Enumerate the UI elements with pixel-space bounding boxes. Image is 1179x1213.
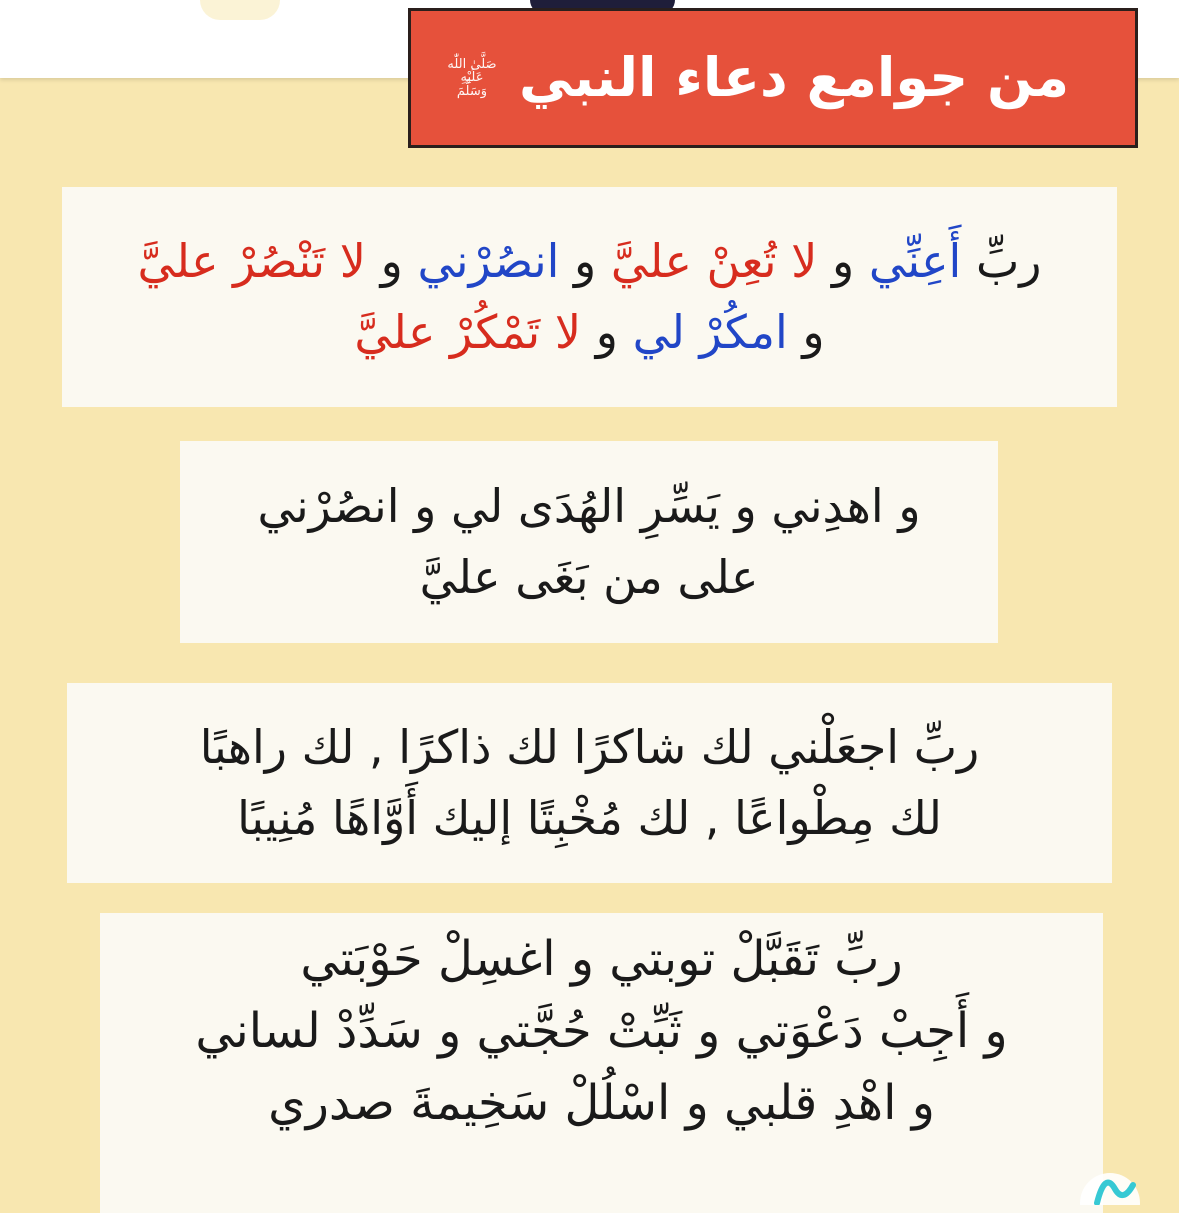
dua-segment: ربِّ <box>961 233 1042 288</box>
dua-line: و اهْدِ قلبي و اسْلُلْ سَخِيمةَ صدري <box>268 1075 935 1131</box>
dua-card-1 <box>62 187 1117 407</box>
page-title: من جوامع دعاء النبي <box>518 46 1070 109</box>
honorific-line-1: صَلَّىٰ اللّٰه <box>447 56 497 72</box>
dua-line: لك مِطْواعًا , لك مُخْبِتًا إليك أَوَّاهًا مُنِيبًا <box>237 791 942 845</box>
dua-line <box>138 226 1042 297</box>
dua-line: و اهدِني و يَسِّرِ الهُدَى لي و انصُرْني <box>257 478 921 533</box>
honorific-line-2: عَلَيْهِ <box>460 70 484 86</box>
dua-line <box>354 297 824 368</box>
dua-segment-blue: انصُرْني <box>417 233 560 288</box>
dua-line: على من بَغَى عليَّ <box>419 550 759 604</box>
dua-card-4 <box>100 913 1103 1213</box>
dua-segment-red: لا تَمْكُرْ عليَّ <box>354 305 582 359</box>
dua-segment-blue: أَعِنِّي <box>868 233 962 288</box>
dua-segment: و <box>787 305 825 359</box>
dua-segment-red: لا تُعِنْ عليَّ <box>610 233 818 288</box>
corner-decoration-icon <box>1075 1165 1145 1205</box>
title-banner <box>408 8 1138 148</box>
honorific-line-3: وَسَلَّمَ <box>456 83 488 99</box>
dua-segment: و <box>365 233 418 288</box>
honorific-seal <box>437 58 507 99</box>
dua-card-3 <box>67 683 1112 883</box>
dua-line: ربِّ اجعَلْني لك شاكرًا لك ذاكرًا , لك راهبًا <box>199 719 980 774</box>
dua-segment: و <box>817 233 869 288</box>
dua-segment-red: لا تَنْصُرْ عليَّ <box>137 233 366 288</box>
dua-segment-blue: امكُرْ لي <box>632 305 788 359</box>
dua-line: ربِّ تَقَبَّلْ توبتي و اغسِلْ حَوْبَتي <box>300 931 903 987</box>
dua-card-2 <box>180 441 998 643</box>
dua-line: و أَجِبْ دَعْوَتي و ثَبِّتْ حُجَّتي و سَدِّدْ لساني <box>195 1003 1008 1059</box>
dua-segment: و <box>559 233 611 288</box>
dua-segment: و <box>581 305 633 359</box>
decorative-glow <box>200 0 280 20</box>
